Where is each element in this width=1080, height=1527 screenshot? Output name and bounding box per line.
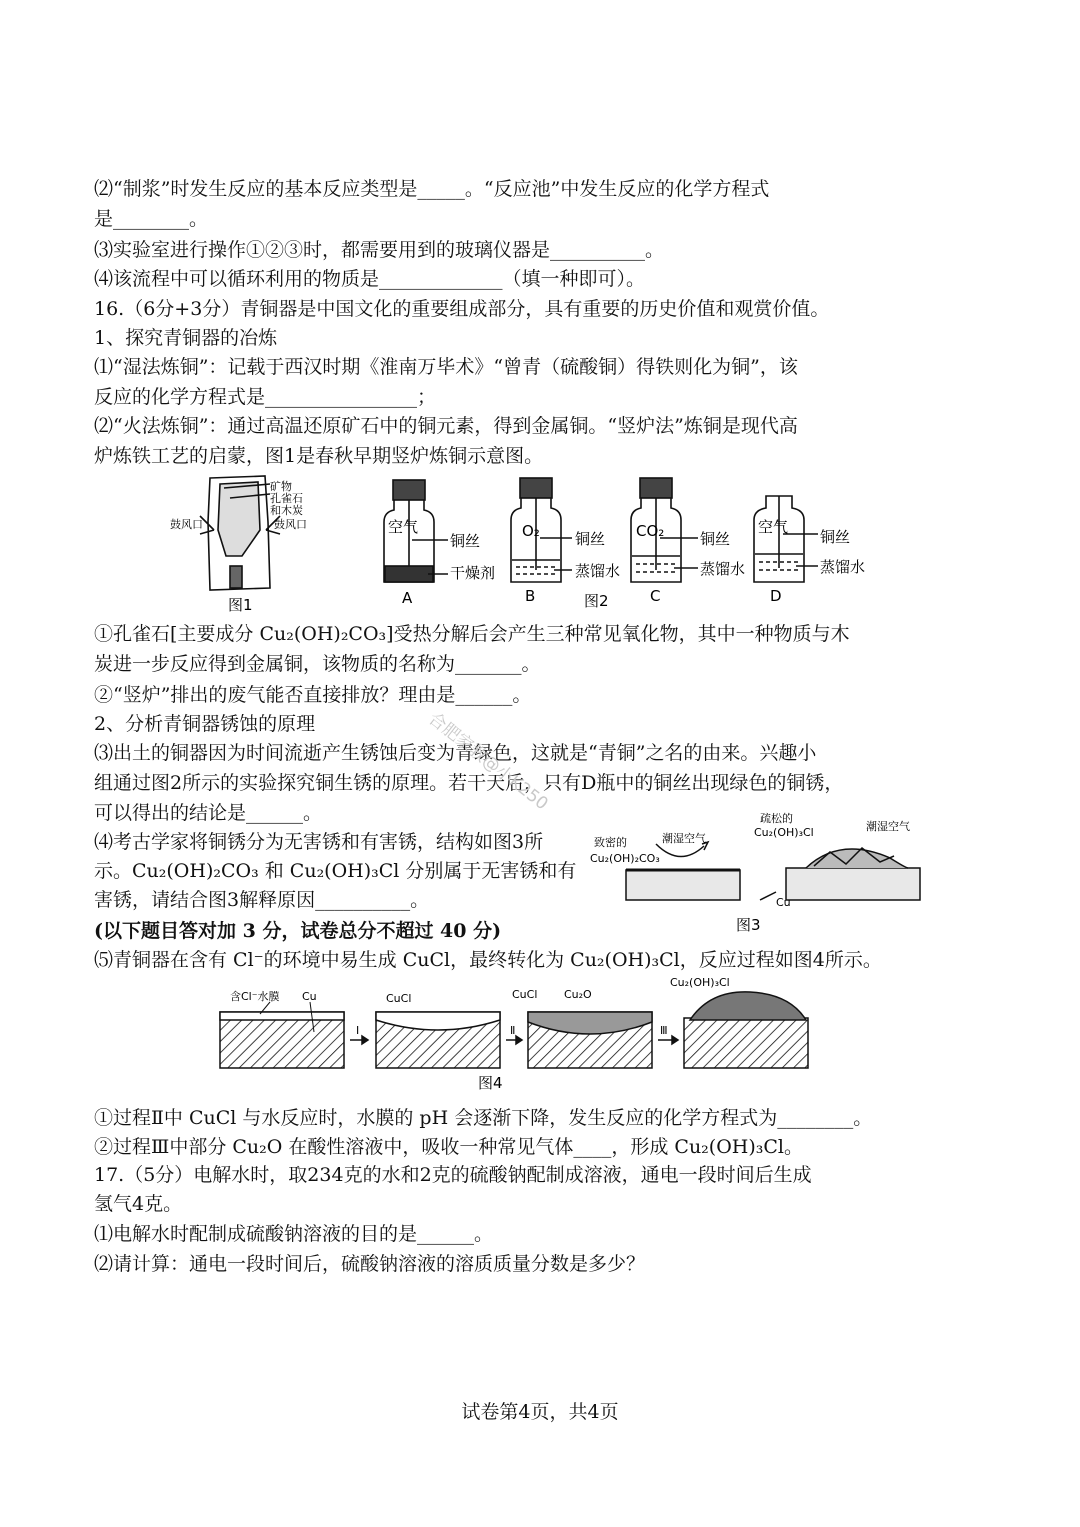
text-line: ②“竖炉”排出的废气能否直接排放？理由是______。: [94, 684, 532, 706]
fig3-moist-air-2: 潮湿空气: [866, 820, 910, 833]
text-line: 氢气4克。: [94, 1193, 183, 1215]
section-heading: 2、分析青铜器锈蚀的原理: [94, 713, 316, 735]
fig3-dense-formula: Cu₂(OH)₂CO₃: [590, 852, 660, 865]
bottle-b-letter: B: [525, 587, 536, 605]
text-line: 可以得出的结论是______。: [94, 802, 323, 824]
text-line: ⑷考古学家将铜锈分为无害锈和有害锈，结构如图3所: [94, 831, 544, 853]
bottle-c-bottom: 蒸馏水: [700, 560, 746, 578]
text-line: ⑵“制浆”时发生反应的基本反应类型是_____。“反应池”中发生反应的化学方程式: [94, 178, 770, 200]
text-line: 害锈，请结合图3解释原因__________。: [94, 889, 430, 911]
fig2-caption: 图2: [584, 592, 609, 610]
text-line: ⑶实验室进行操作①②③时，都需要用到的玻璃仪器是__________。: [94, 239, 665, 261]
bottle-a-gas: 空气: [388, 518, 419, 536]
text-line: ⑵“火法炼铜”：通过高温还原矿石中的铜元素，得到金属铜。“竖炉法”炼铜是现代高: [94, 415, 798, 437]
bottle-c-letter: C: [650, 587, 661, 605]
fig3-cu: Cu: [776, 896, 791, 909]
text-line: 组通过图2所示的实验探究铜生锈的原理。若干天后，只有D瓶中的铜丝出现绿色的铜锈，: [94, 772, 844, 794]
text-line: ⑸青铜器在含有 Cl⁻的环境中易生成 CuCl，最终转化为 Cu₂(OH)₃Cl，反应过程如图4所示。: [94, 949, 882, 971]
text-line: ⑴“湿法炼铜”：记载于西汉时期《淮南万毕术》“曾青（硫酸铜）得铁则化为铜”，该: [94, 356, 798, 378]
bottle-a-letter: A: [402, 589, 413, 607]
figure-4: [210, 972, 830, 1096]
text-line: 炉炼铁工艺的启蒙，图1是春秋早期竖炉炼铜示意图。: [94, 445, 544, 467]
fig3-caption: 图3: [736, 916, 761, 934]
bottle-d: [754, 496, 818, 582]
text-line: 是________。: [94, 208, 209, 230]
text-line: 示。Cu₂(OH)₂CO₃ 和 Cu₂(OH)₃Cl 分别属于无害锈和有: [94, 860, 577, 882]
fig1-ore-label: 孔雀石: [270, 492, 303, 505]
figure-3: [590, 808, 940, 938]
bottle-c-wire: 铜丝: [700, 530, 731, 548]
text-line: ⑴电解水时配制成硫酸钠溶液的目的是______。: [94, 1223, 494, 1245]
watermark: 合肥家教@小K250: [424, 708, 552, 815]
page-footer: 试卷第4页，共4页: [461, 1401, 619, 1423]
fig4-step1: Ⅰ: [356, 1024, 360, 1037]
fig1-ore-label: 和木炭: [270, 504, 303, 517]
fig4-cucl-1: CuCl: [386, 992, 412, 1005]
fig4-step2: Ⅱ: [510, 1024, 516, 1037]
bottle-b-wire: 铜丝: [575, 530, 606, 548]
fig3-dense: 致密的: [594, 836, 627, 849]
bottle-d-wire: 铜丝: [820, 528, 851, 546]
fig4-product: Cu₂(OH)₃Cl: [670, 976, 730, 989]
fig1-blow-right: 鼓风口: [274, 518, 307, 531]
fig4-cu: Cu: [302, 990, 317, 1003]
figure-1-furnace: [200, 476, 280, 590]
figure-1-2: [170, 470, 890, 620]
text-line: ⑷该流程中可以循环利用的物质是_____________（填一种即可）。: [94, 268, 646, 290]
fig1-blow-left: 鼓风口: [170, 518, 203, 531]
fig4-cu2o: Cu₂O: [564, 988, 592, 1001]
bottle-d-bottom: 蒸馏水: [820, 558, 866, 576]
bonus-note: (以下题目答对加 3 分，试卷总分不超过 40 分): [94, 920, 502, 942]
bottle-c-gas: CO₂: [636, 522, 665, 540]
fig4-caption: 图4: [478, 1074, 503, 1092]
text-line: ①孔雀石[主要成分 Cu₂(OH)₂CO₃]受热分解后会产生三种常见氧化物，其中一种物质与木: [94, 623, 850, 645]
bottle-a-bottom: 干燥剂: [450, 564, 496, 582]
bottle-b: [511, 478, 572, 582]
section-heading: 1、探究青铜器的冶炼: [94, 327, 278, 349]
text-line: ①过程Ⅱ中 CuCl 与水反应时，水膜的 pH 会逐渐下降，发生反应的化学方程式为________。: [94, 1107, 873, 1129]
text-line: 反应的化学方程式是________________；: [94, 386, 437, 408]
fig1-caption: 图1: [228, 596, 253, 614]
question-17-heading: 17.（5分）电解水时，取234克的水和2克的硫酸钠配制成溶液，通电一段时间后生成: [94, 1164, 812, 1186]
fig3-loose-formula: Cu₂(OH)₃Cl: [754, 826, 814, 839]
bottle-b-bottom: 蒸馏水: [575, 562, 621, 580]
text-line: ⑵请计算：通电一段时间后，硫酸钠溶液的溶质质量分数是多少？: [94, 1253, 646, 1275]
fig3-moist-air-1: 潮湿空气: [662, 832, 706, 845]
fig3-loose: 疏松的: [760, 812, 793, 825]
fig4-step3: Ⅲ: [660, 1024, 668, 1037]
fig4-water-film: 含Cl⁻水膜: [230, 990, 280, 1003]
bottle-d-gas: 空气: [758, 518, 789, 536]
bottle-b-gas: O₂: [522, 522, 540, 540]
text-line: ⑶出土的铜器因为时间流逝产生锈蚀后变为青绿色，这就是“青铜”之名的由来。兴趣小: [94, 742, 817, 764]
bottle-a-wire: 铜丝: [450, 532, 481, 550]
fig1-ore-label: 矿物: [270, 480, 292, 493]
question-16-heading: 16.（6分+3分）青铜器是中国文化的重要组成部分，具有重要的历史价值和观赏价值。: [94, 298, 830, 320]
fig4-cucl-2: CuCl: [512, 988, 538, 1001]
text-line: ②过程Ⅲ中部分 Cu₂O 在酸性溶液中，吸收一种常见气体____，形成 Cu₂(OH)₃Cl。: [94, 1136, 804, 1158]
text-line: 炭进一步反应得到金属铜，该物质的名称为_______。: [94, 653, 541, 675]
bottle-d-letter: D: [770, 587, 782, 605]
